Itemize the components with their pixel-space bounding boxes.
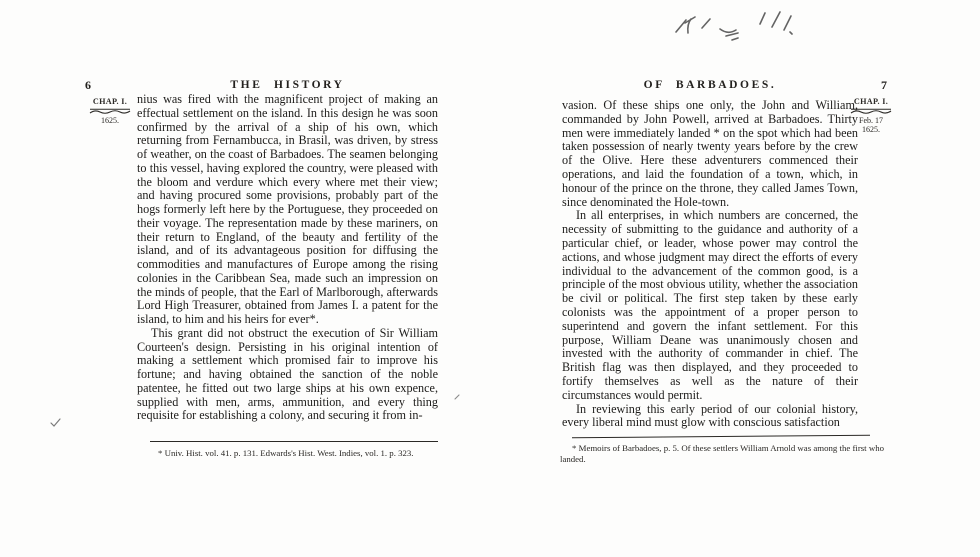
- left-date-label: 1625.: [101, 115, 119, 125]
- right-footnote: * Memoirs of Barbadoes, p. 5. Of these settlers William Arnold was among the first who landed.: [560, 443, 884, 464]
- paragraph: vasion. Of these ships one only, the John and William, commanded by John Powell, arrived at Barbadoes. Thirty men were immediately landed * on the spot which had been taken possession of nearly twenty years before by the crew of the Olive. Here these adventurers commenced their operations, and laid the foundation of a town, which, in honour of the prince on the throne, they called James Town, since denominated the Hole-town.: [562, 98, 858, 209]
- left-page-text: [137, 93, 438, 423]
- pencil-mark: [453, 393, 461, 401]
- right-date-line1: Feb. 17: [859, 115, 883, 125]
- paragraph: nius was fired with the magnificent project of making an effectual settlement on the island. In this design he was soon confirmed by the arrival of a ship of his own, which returning from Fernambucca, in Brasil, was driven, by stress of weather, on the coast of Barbadoes. The seamen belonging to this vessel, having explored the country, were pleased with the bloom and verdure which every where met their view; and having procured some provisions, probably part of the hogs formerly left here by the Portuguese, they proceeded on their voyage. The representation made by these mariners, on their return to England, of the beauty and fertility of the island, and of its advantageous position for diffusing the commodities and manufactures of Europe among the rising colonies in the Caribbean Sea, made such an impression on the minds of people, that the Earl of Marlborough, afterwards Lord High Treasurer, obtained from James I. a patent for the island, to him and his heirs for ever*.: [137, 92, 438, 326]
- paragraph: This grant did not obstruct the execution of Sir William Courteen's design. Persisting in his original intention of making a settlement which promised fair to improve his fortune; and having obtained the sanction of the noble patentee, he fitted out two large ships at his own expence, supplied with men, arms, ammunition, and every thing requisite for establishing a colony, and securing it from in-: [137, 325, 438, 423]
- paragraph: In all enterprises, in which numbers are concerned, the necessity of submitting to the guidance and authority of a particular chief, or leader, whose power may control the actions, and whose judgment may direct the efforts of every individual to the advancement of the common good, is a principle of the most obvious utility, whether the association be civil or political. The first step taken by these early colonists was the appointment of a proper person to superintend and govern the infant settlement. For this purpose, William Deane was unanimously chosen and invested with the authority of commander in chief. The British flag was then displayed, and they proceeded to fortify themselves as well as the nature of their circumstances would permit.: [562, 208, 858, 402]
- left-margin-note: [85, 97, 135, 125]
- right-date-line2: 1625.: [862, 125, 880, 134]
- right-page-text: [562, 99, 858, 430]
- right-page-number: 7: [881, 78, 887, 92]
- footnote-rule: [572, 435, 870, 439]
- left-page-number: 6: [85, 78, 91, 92]
- footnote-rule: [150, 441, 438, 442]
- handwritten-inscription: [668, 2, 818, 44]
- paragraph: In reviewing this early period of our colonial history, every liberal mind must glow with conscious satisfaction: [562, 401, 858, 430]
- left-chapter-label: CHAP. I.: [92, 97, 128, 106]
- left-footnote: * Univ. Hist. vol. 41. p. 131. Edwards's Hist. West. Indies, vol. 1. p. 323.: [158, 448, 414, 458]
- right-running-header: OF BARBADOES.: [643, 79, 777, 91]
- left-running-header: THE HISTORY: [230, 79, 345, 91]
- flourish-underline-icon: [89, 108, 131, 115]
- pencil-mark: [50, 418, 62, 428]
- right-chapter-label: CHAP. I.: [853, 97, 889, 106]
